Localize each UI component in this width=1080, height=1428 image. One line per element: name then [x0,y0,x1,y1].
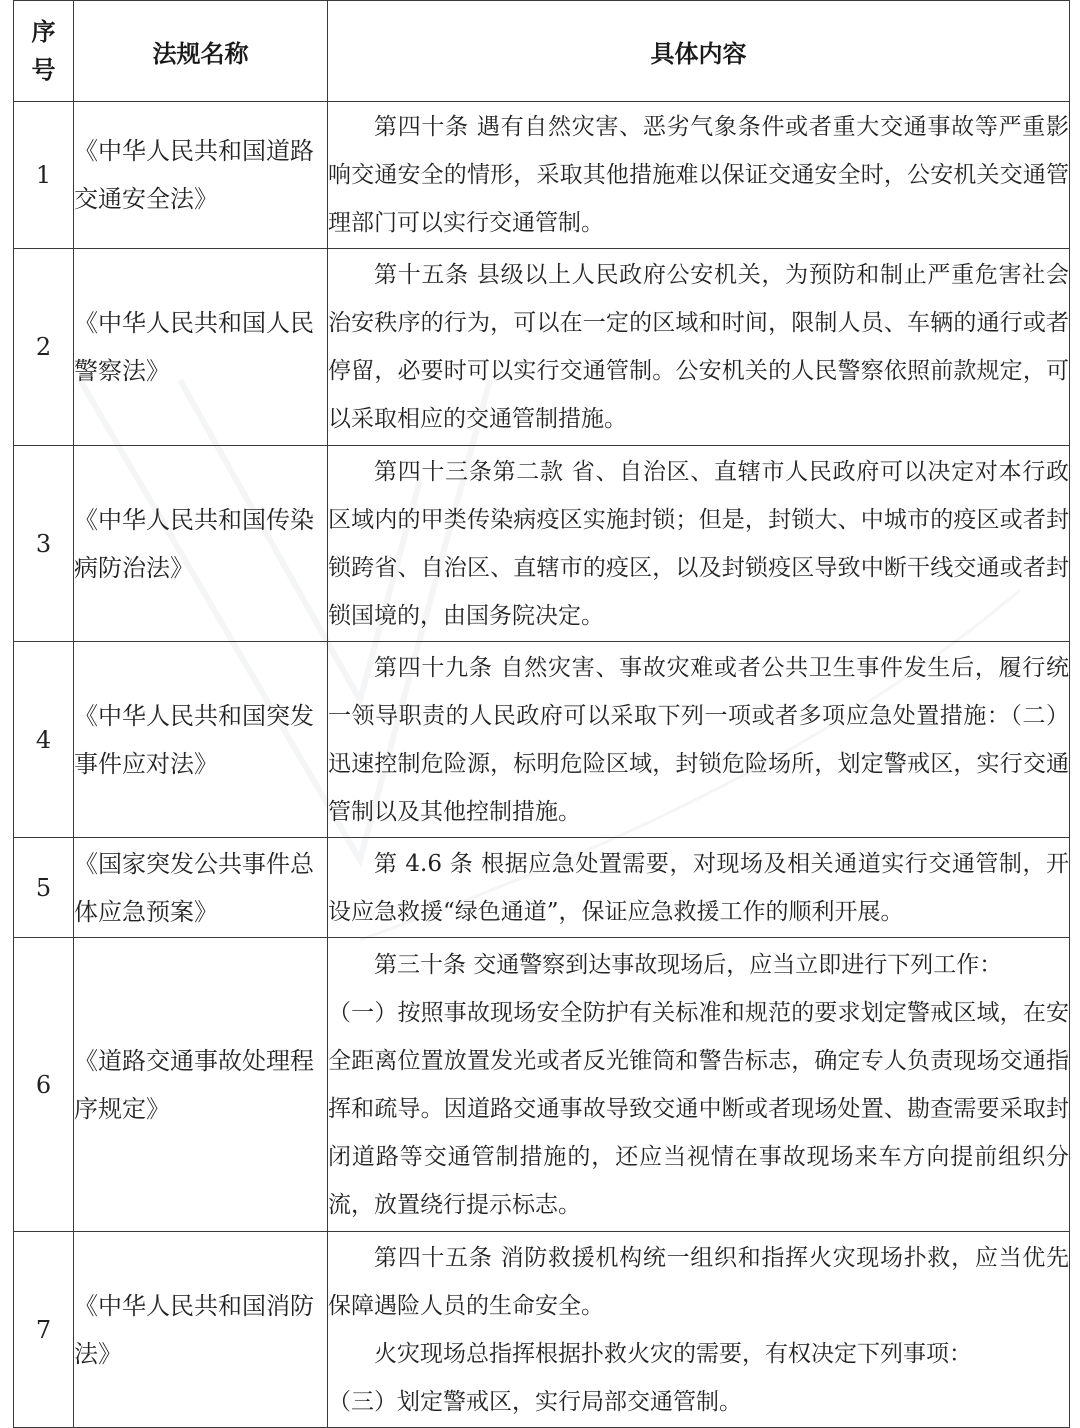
row-number: 2 [14,249,74,446]
row-number: 1 [14,102,74,249]
law-content [328,642,1070,838]
law-content [328,446,1070,642]
content-paragraph: 第四十条 遇有自然灾害、恶劣气象条件或者重大交通事故等严重影响交通安全的情形，采取其他措施难以保证交通安全时，公安机关交通管理部门可以实行交通管制。 [328,114,1069,236]
table-row [14,249,1070,446]
law-content [328,1232,1070,1428]
table-row [14,642,1070,838]
law-name: 《中华人民共和国道路交通安全法》 [74,102,328,249]
content-paragraph: 第三十条 交通警察到达事故现场后，应当立即进行下列工作： [374,951,1003,978]
table-row [14,1232,1070,1428]
content-paragraph: 第四十五条 消防救援机构统一组织和指挥火灾现场扑救，应当优先保障遇险人员的生命安全。 [328,1244,1069,1319]
header-content: 具体内容 [328,1,1070,102]
law-name: 《中华人民共和国突发事件应对法》 [74,642,328,838]
header-law-name: 法规名称 [74,1,328,102]
content-paragraph: 第十五条 县级以上人民政府公安机关，为预防和制止严重危害社会治安秩序的行为，可以在一定的区域和时间，限制人员、车辆的通行或者停留，必要时可以实行交通管制。公安机关的人民警察依照前款规定，可以采取相应的交通管制措施。 [328,262,1069,432]
law-name: 《中华人民共和国消防法》 [74,1232,328,1428]
law-content [328,938,1070,1232]
row-number: 4 [14,642,74,838]
row-number: 6 [14,938,74,1232]
laws-table [13,0,1070,1428]
law-content [328,249,1070,446]
law-name: 《中华人民共和国人民警察法》 [74,249,328,446]
table-row [14,446,1070,642]
row-number: 3 [14,446,74,642]
row-number: 7 [14,1232,74,1428]
content-paragraph: （三）划定警戒区，实行局部交通管制。 [328,1388,742,1415]
content-paragraph: 火灾现场总指挥根据扑救火灾的需要，有权决定下列事项： [374,1340,972,1367]
content-paragraph: 第四十九条 自然灾害、事故灾难或者公共卫生事件发生后，履行统一领导职责的人民政府可以采取下列一项或者多项应急处置措施：（二）迅速控制危险源，标明危险区域，封锁危险场所，划定警戒区，实行交通管制以及其他控制措施。 [328,654,1069,825]
content-paragraph: 第 4.6 条 根据应急处置需要，对现场及相关通道实行交通管制，开设应急救援“绿色通道”，保证应急救援工作的顺利开展。 [328,850,1069,925]
law-content [328,838,1070,938]
table-header-row [14,1,1070,102]
table-row [14,838,1070,938]
content-paragraph: （一）按照事故现场安全防护有关标准和规范的要求划定警戒区域，在安全距离位置放置发光或者反光锥筒和警告标志，确定专人负责现场交通指挥和疏导。因道路交通事故导致交通中断或者现场处置、勘查需要采取封闭道路等交通管制措施的，还应当视情在事故现场来车方向提前组织分流，放置绕行提示标志。 [328,999,1069,1218]
row-number: 5 [14,838,74,938]
law-name: 《国家突发公共事件总体应急预案》 [74,838,328,938]
content-paragraph: 第四十三条第二款 省、自治区、直辖市人民政府可以决定对本行政区域内的甲类传染病疫区实施封锁；但是，封锁大、中城市的疫区或者封锁跨省、自治区、直辖市的疫区，以及封锁疫区导致中断干线交通或者封锁国境的，由国务院决定。 [328,458,1069,629]
law-name: 《道路交通事故处理程序规定》 [74,938,328,1232]
law-name: 《中华人民共和国传染病防治法》 [74,446,328,642]
table-row [14,102,1070,249]
header-serial-number: 序 号 [14,1,74,102]
law-content [328,102,1070,249]
table-row [14,938,1070,1232]
